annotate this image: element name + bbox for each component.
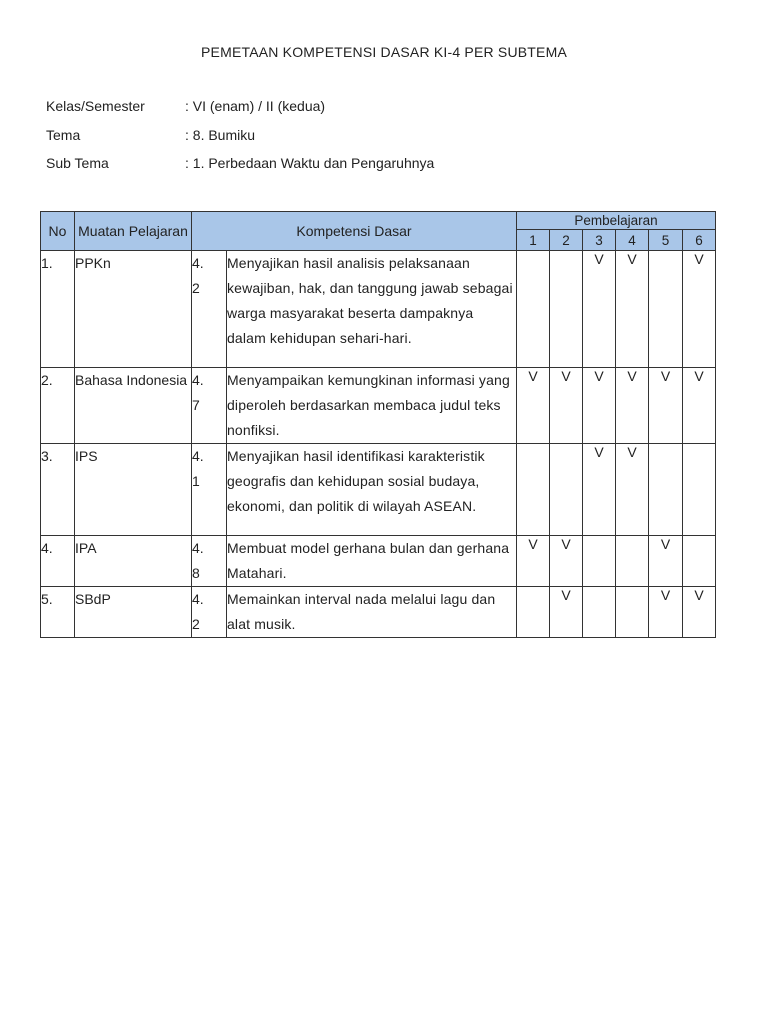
row-no: 3. xyxy=(41,444,75,536)
kompetensi-dasar-table xyxy=(40,211,716,638)
kode-text: 4. 8 xyxy=(192,540,204,581)
table-row xyxy=(41,444,716,536)
meta-value: : VI (enam) / II (kedua) xyxy=(185,98,326,114)
check-cell xyxy=(583,587,616,638)
row-description: Menyajikan hasil analisis pelaksanaan kewajiban, hak, dan tanggung jawab sebagai warga masyarakat beserta dampaknya dalam kehidupan sehari-hari. xyxy=(227,251,517,368)
check-cell xyxy=(517,587,550,638)
check-cell: V xyxy=(683,251,716,368)
row-muatan: SBdP xyxy=(75,587,192,638)
table-row xyxy=(41,587,716,638)
document-title: PEMETAAN KOMPETENSI DASAR KI-4 PER SUBTEMA xyxy=(201,44,567,60)
meta-label: Kelas/Semester xyxy=(46,98,145,114)
check-cell xyxy=(683,536,716,587)
row-description: Membuat model gerhana bulan dan gerhana Matahari. xyxy=(227,536,517,587)
row-kode xyxy=(192,444,227,536)
row-no: 4. xyxy=(41,536,75,587)
meta-value: : 1. Perbedaan Waktu dan Pengaruhnya xyxy=(185,155,435,171)
row-no: 1. xyxy=(41,251,75,368)
row-no: 5. xyxy=(41,587,75,638)
header-session: 2 xyxy=(550,230,583,251)
check-cell xyxy=(616,536,649,587)
check-cell xyxy=(683,444,716,536)
check-cell xyxy=(517,251,550,368)
meta-label: Tema xyxy=(46,126,81,143)
meta-value: : 8. Bumiku xyxy=(185,126,256,143)
row-kode xyxy=(192,587,227,638)
row-kode xyxy=(192,251,227,368)
meta-row-kelas-semester xyxy=(46,98,434,127)
kode-text: 4. 2 xyxy=(192,591,204,632)
header-kompetensi-dasar: Kompetensi Dasar xyxy=(192,212,517,251)
check-cell xyxy=(550,251,583,368)
check-cell: V xyxy=(649,536,683,587)
row-muatan: Bahasa Indonesia xyxy=(75,368,192,444)
header-muatan-pelajaran: Muatan Pelajaran xyxy=(75,212,192,251)
check-cell: V xyxy=(683,587,716,638)
check-cell: V xyxy=(550,368,583,444)
check-cell: V xyxy=(649,368,683,444)
meta-label: Sub Tema xyxy=(46,155,109,171)
header-session: 5 xyxy=(649,230,683,251)
header-session: 4 xyxy=(616,230,649,251)
check-cell xyxy=(649,251,683,368)
check-cell: V xyxy=(583,444,616,536)
check-cell xyxy=(550,444,583,536)
check-cell: V xyxy=(583,368,616,444)
check-cell xyxy=(649,444,683,536)
table-row xyxy=(41,368,716,444)
check-cell xyxy=(583,536,616,587)
kode-text: 4. 2 xyxy=(192,255,204,296)
check-cell: V xyxy=(616,368,649,444)
row-description: Memainkan interval nada melalui lagu dan alat musik. xyxy=(227,587,517,638)
row-description: Menyampaikan kemungkinan informasi yang diperoleh berdasarkan membaca judul teks nonfiksi. xyxy=(227,368,517,444)
check-cell xyxy=(517,444,550,536)
header-session: 3 xyxy=(583,230,616,251)
check-cell: V xyxy=(550,587,583,638)
header-pembelajaran: Pembelajaran xyxy=(517,212,716,230)
header-session: 1 xyxy=(517,230,550,251)
row-muatan: IPA xyxy=(75,536,192,587)
meta-row-tema xyxy=(46,127,434,156)
row-muatan: PPKn xyxy=(75,251,192,368)
table-row xyxy=(41,536,716,587)
table-row xyxy=(41,251,716,368)
row-no: 2. xyxy=(41,368,75,444)
kode-text: 4. 7 xyxy=(192,372,204,413)
row-muatan: IPS xyxy=(75,444,192,536)
check-cell: V xyxy=(583,251,616,368)
kode-text: 4. 1 xyxy=(192,448,204,489)
check-cell: V xyxy=(616,444,649,536)
check-cell: V xyxy=(649,587,683,638)
check-cell: V xyxy=(517,368,550,444)
row-kode xyxy=(192,368,227,444)
check-cell: V xyxy=(683,368,716,444)
row-description: Menyajikan hasil identifikasi karakteristik geografis dan kehidupan sosial budaya, ekonomi, dan politik di wilayah ASEAN. xyxy=(227,444,517,536)
header-no: No xyxy=(41,212,75,251)
check-cell: V xyxy=(616,251,649,368)
check-cell xyxy=(616,587,649,638)
meta-row-sub-tema xyxy=(46,155,434,184)
header-session: 6 xyxy=(683,230,716,251)
check-cell: V xyxy=(550,536,583,587)
meta-info xyxy=(46,98,434,184)
row-kode xyxy=(192,536,227,587)
check-cell: V xyxy=(517,536,550,587)
